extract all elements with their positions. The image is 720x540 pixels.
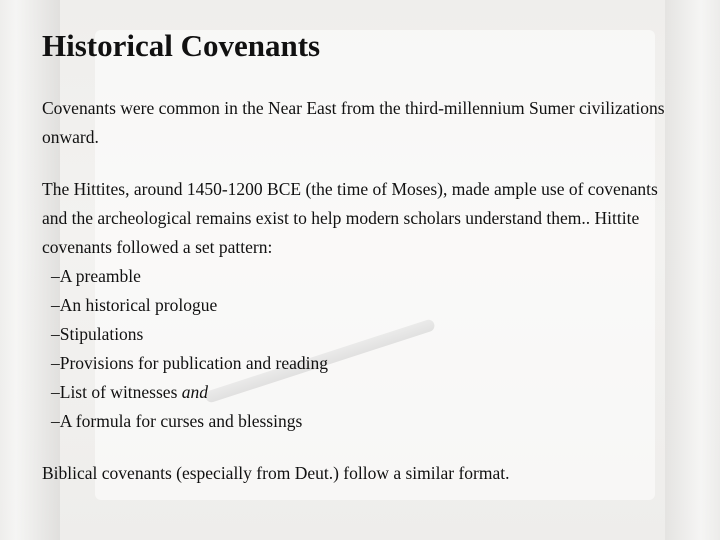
list-item [47, 262, 682, 291]
list-item [47, 320, 682, 349]
slide-title: Historical Covenants [42, 28, 321, 63]
list-item-text: –List of witnesses [51, 382, 178, 402]
spacer [42, 436, 682, 459]
list-item-text: –An historical prologue [51, 295, 218, 315]
paragraph-hittites: The Hittites, around 1450-1200 BCE (the time of Moses), made ample use of covenants and the archeological remains exist to help modern scholars understand them.. Hittite covenants followed a set pattern: [42, 179, 658, 257]
list-item-text: –A formula for curses and blessings [51, 411, 303, 431]
list-item [47, 291, 682, 320]
list-item-text: –Provisions for publication and reading [51, 353, 329, 373]
list-item-italic-suffix: and [181, 382, 209, 402]
list-item [47, 349, 682, 378]
covenant-pattern-list [46, 262, 682, 436]
paragraph-intro: Covenants were common in the Near East from the third-millennium Sumer civilizations onward. [42, 98, 665, 147]
spacer [42, 152, 682, 175]
list-item-text: –Stipulations [51, 324, 144, 344]
list-item [47, 378, 682, 407]
paragraph-closing: Biblical covenants (especially from Deut.) follow a similar format. [42, 463, 510, 483]
slide-body [42, 94, 682, 488]
list-item [47, 407, 682, 436]
list-item-text: –A preamble [51, 266, 141, 286]
